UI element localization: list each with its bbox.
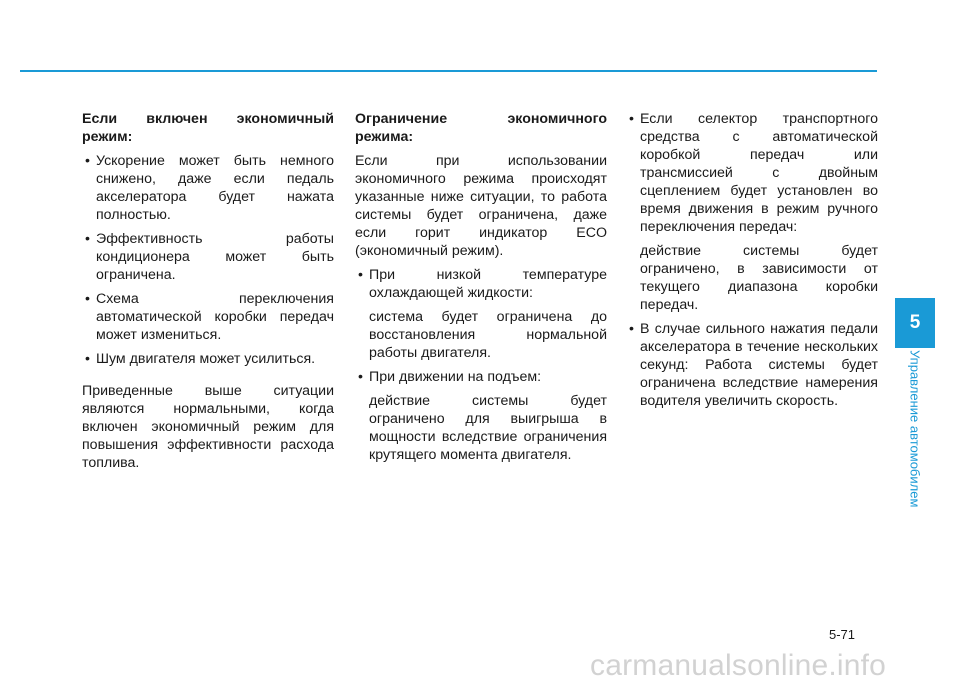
page-number: 5-71 [829, 627, 856, 642]
eco-limitation-list-2 [626, 110, 878, 236]
list-item: • В случае сильного нажатия педали акселератора в течение нескольких секунд: Работа системы будет ограничена вследствие намерения водителя увеличить скорость. [626, 320, 878, 410]
list-item-detail: действие системы будет ограничено, в зависимости от текущего диапазона коробки передач. [640, 243, 878, 313]
list-item-detail: система будет ограничена до восстановления нормальной работы двигателя. [369, 309, 607, 361]
list-item: • При низкой температуре охлаждающей жидкости: [355, 266, 607, 302]
eco-limitation-list-3 [626, 320, 878, 410]
eco-limitation-heading: Ограничение экономичного режима: [355, 111, 607, 145]
chapter-number-tab: 5 [895, 298, 935, 348]
list-item: • Схема переключения автоматической коробки передач может измениться. [82, 290, 334, 344]
watermark: carmanualsonline.info [590, 649, 887, 682]
eco-mode-effects-list [82, 152, 334, 368]
list-item: • Шум двигателя может усилиться. [82, 350, 334, 368]
column-eco-mode-effects [82, 110, 334, 478]
list-item: • Эффективность работы кондиционера может быть ограничена. [82, 230, 334, 284]
list-item: • Ускорение может быть немного снижено, даже если педаль акселератора будет нажата полностью. [82, 152, 334, 224]
eco-mode-heading: Если включен экономичный режим: [82, 111, 334, 145]
eco-limitation-list-cont [355, 368, 607, 386]
list-item-detail: действие системы будет ограничено для выигрыша в мощности вследствие ограничения крутящего момента двигателя. [369, 393, 607, 463]
eco-limitation-list [355, 266, 607, 302]
chapter-title-text: Управление автомобилем [907, 350, 923, 508]
chapter-title [896, 350, 934, 520]
list-item: • При движении на подъем: [355, 368, 607, 386]
column-eco-limitations-cont [626, 110, 878, 416]
eco-limitation-intro: Если при использовании экономичного режима происходят указанные ниже ситуации, то работа системы будет ограничена, даже если горит индикатор ECO (экономичный режим). [355, 153, 607, 259]
column-eco-limitations [355, 110, 607, 470]
eco-mode-note: Приведенные выше ситуации являются нормальными, когда включен экономичный режим для повышения эффективности расхода топлива. [82, 383, 334, 471]
list-item: • Если селектор транспортного средства с автоматической коробкой передач или трансмиссией с двойным сцеплением будет установлен во время движения в режим ручного переключения передач: [626, 110, 878, 236]
header-rule [20, 70, 877, 72]
